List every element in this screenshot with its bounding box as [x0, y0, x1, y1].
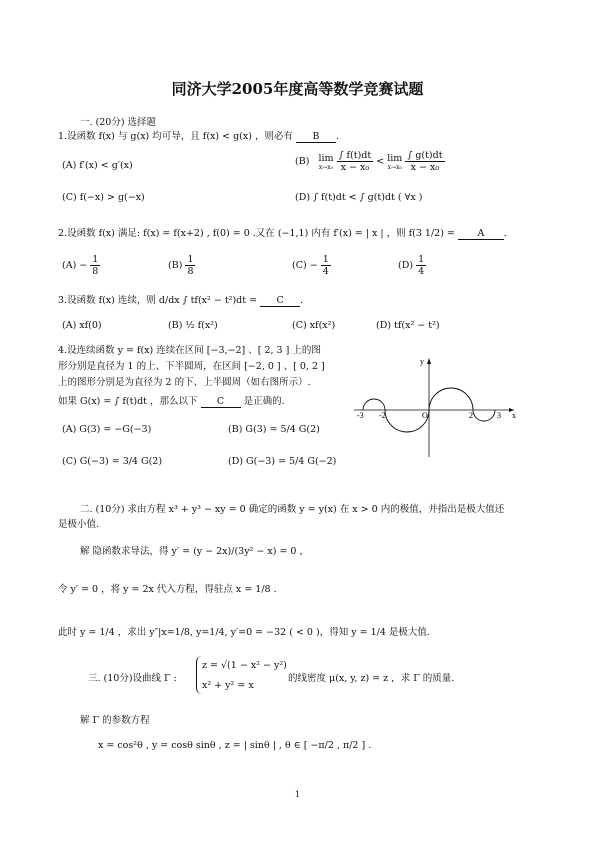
section-one-header: 一. (20分) 选择题 [80, 117, 157, 128]
tick-3: 3 [497, 411, 501, 420]
q3-option-a: (A) xf(0) [62, 320, 102, 331]
x-label: x [512, 411, 516, 420]
curve-lower-small-right [473, 410, 495, 421]
section-three-line1a: 三. (10分)设曲线 Γ : [88, 673, 177, 684]
q2-option-c: (C) − $\frac{1}{4}$ [292, 254, 329, 277]
section-two-sol3: 此时 y = 1/4 ，求出 y″|x=1/8, y=1/4, y′=0 = −32 ( < 0 )，得知 y = 1/4 是极大值. [58, 627, 430, 638]
q4-option-c: (C) G(−3) = 3/4 G(2) [62, 456, 163, 467]
tick-neg2: -2 [379, 411, 386, 420]
q4-line4: 如果 G(x) = ∫ f(t)dt ，那么以下 C 是正确的. [58, 396, 285, 407]
q4-option-a: (A) G(3) = −G(−3) [62, 424, 152, 435]
q2-option-a: (A) − $\frac{1}{8}$ [62, 254, 99, 277]
q3-answer: C [260, 295, 300, 307]
q4-option-b: (B) G(3) = 5/4 G(2) [228, 424, 320, 435]
q3-stem: 3.设函数 f(x) 连续，则 d/dx ∫ tf(x² − t²)dt = [58, 295, 258, 306]
y-label: y [420, 357, 424, 366]
q1-option-d: (D) ∫ f(t)dt < ∫ g(t)dt ( ∀x ) [295, 192, 423, 203]
q4-answer: C [201, 396, 241, 408]
q1-option-b: (B) lim x→x₀ $\frac{\int f(t)dt}{\text{x − x₀}}$ < lim x→x₀ $\frac{\int g(t)dt}{\text{x − x₀}}$ [295, 150, 443, 173]
section-two-line2: 是极小值. [58, 519, 100, 530]
q2-option-d: (D) $\frac{1}{4}$ [398, 254, 425, 277]
q1-option-a: (A) f′(x) < g′(x) [62, 160, 133, 171]
q1-answer: B [296, 131, 336, 143]
q4-line1: 4.设连续函数 y = f(x) 连续在区间 [−3,−2] 、[ 2, 3 ] 上的图 [58, 345, 321, 356]
q4-function-graph [352, 352, 522, 462]
q4-line2: 形分别是直径为 1 的上、下半圆周，在区间 [−2, 0 ] 、[ 0, 2 ] [58, 361, 325, 372]
page-title: 同济大学2005年度高等数学竞赛试题 [171, 80, 424, 98]
q2-text: 2.设函数 f(x) 满足: f(x) = f(x+2) , f(0) = 0 .又在 (−1,1) 内有 f′(x) = | x | ，则 f(3 1/2) = A . [58, 228, 507, 239]
q3-option-b: (B) ½ f(x²) [168, 320, 218, 331]
q4-line3: 上的图形分别是为直径为 2 的下、上半圆周（如右图所示）. [58, 377, 311, 388]
q4-option-d: (D) G(−3) = 5/4 G(−2) [228, 456, 337, 467]
q2-option-b: (B) $\frac{1}{8}$ [168, 254, 194, 277]
q2-stem: 2.设函数 f(x) 满足: f(x) = f(x+2) , f(0) = 0 .又在 (−1,1) 内有 f′(x) = | x | ，则 f(3 1/2) = [58, 228, 455, 239]
origin-label: O [422, 411, 428, 420]
q1-stem: 1.设函数 f(x) 与 g(x) 均可导，且 f(x) < g(x) ，则必有 [58, 131, 293, 142]
q1-text: 1.设函数 f(x) 与 g(x) 均可导，且 f(x) < g(x) ，则必有 B . [58, 131, 340, 142]
y-axis-arrow [427, 358, 431, 364]
section-two-sol2: 令 y′ = 0 ，将 y = 2x 代入方程，得驻点 x = 1/8 . [58, 584, 277, 595]
section-two-sol1: 解 隐函数求导法，得 y′ = (y − 2x)/(3y² − x) = 0 ， [80, 546, 309, 557]
q1-option-c: (C) f(−x) > g(−x) [62, 192, 145, 203]
section-three-line1b: 的线密度 μ(x, y, z) = z ，求 Γ 的质量. [288, 673, 455, 684]
q2-answer: A [458, 228, 504, 240]
page-number: 1 [294, 790, 301, 799]
tick-neg3: -3 [357, 411, 364, 420]
system-eq2: x² + y² = x [202, 680, 254, 691]
curve-upper-small-left [363, 399, 385, 410]
q3-option-d: (D) tf(x² − t²) [376, 320, 440, 331]
q3-option-c: (C) xf(x²) [292, 320, 336, 331]
curve-upper-large-right [429, 388, 473, 410]
system-eq1: z = √(1 − x² − y²) [202, 660, 287, 671]
section-three-sol2: x = cos²θ , y = cosθ sinθ , z = | sinθ | , θ ∈ [ −π/2 , π/2 ] . [98, 740, 372, 751]
section-two-line1: 二. (10分) 求由方程 x³ + y³ − xy = 0 确定的函数 y = y(x) 在 x > 0 内的极值，并指出是极大值还 [80, 504, 505, 515]
q3-text: 3.设函数 f(x) 连续，则 d/dx ∫ tf(x² − t²)dt = C . [58, 295, 304, 306]
tick-2: 2 [469, 411, 473, 420]
section-three-sol1: 解 Γ 的参数方程 [80, 715, 150, 726]
